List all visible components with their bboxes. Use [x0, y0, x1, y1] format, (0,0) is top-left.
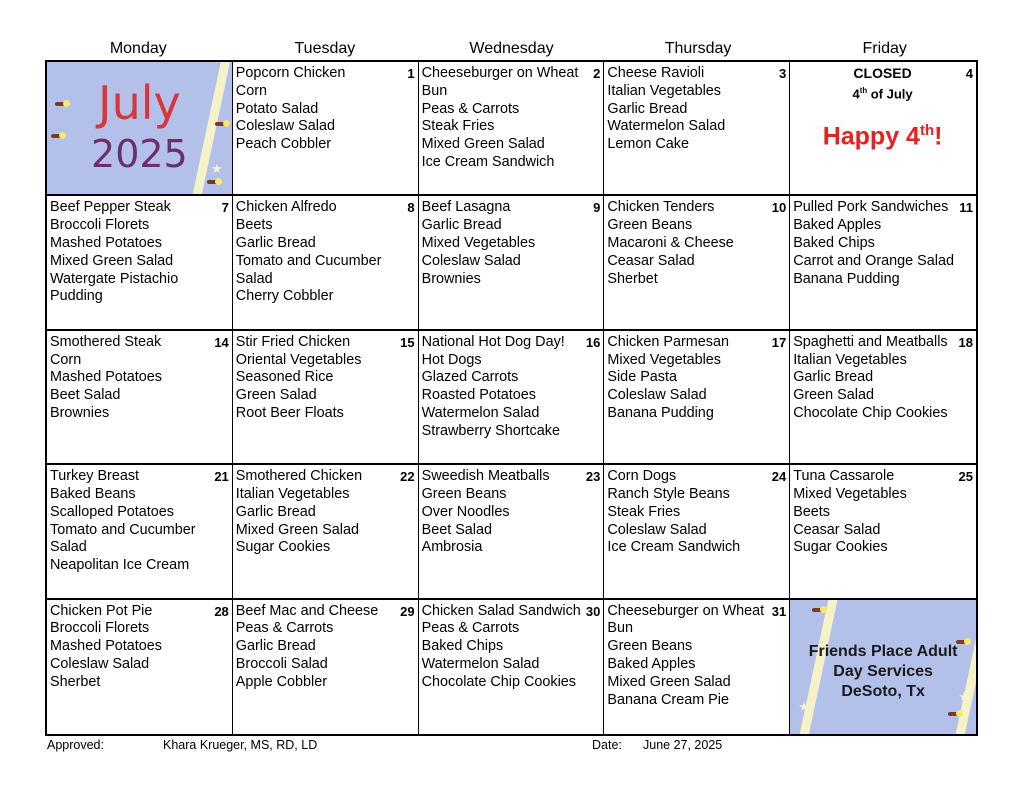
approved-label: Approved:	[47, 738, 104, 752]
menu-item: Cheese Ravioli	[607, 65, 705, 81]
menu-item: Coleslaw Salad	[607, 521, 707, 538]
menu-item: Ambrosia	[421, 539, 483, 556]
menu-item: Garlic Bread	[235, 503, 316, 520]
menu-item: Peas & Carrots	[421, 620, 520, 637]
menu-item: Spaghetti and Meatballs	[793, 333, 948, 350]
menu-item: Smothered Steak	[50, 333, 162, 350]
organization-banner	[790, 600, 976, 734]
menu-item: Baked Beans	[50, 485, 136, 502]
menu-item: Chocolate Chip Cookies	[421, 673, 576, 690]
holiday-notice: CLOSED 4th of July Happy 4th!	[793, 65, 972, 152]
menu-item: Chicken Tenders	[607, 199, 715, 216]
menu-item: Corn Dogs	[607, 468, 677, 485]
date-label: Date:	[592, 738, 622, 752]
menu-item: Beets	[793, 503, 830, 520]
menu-items	[236, 199, 414, 306]
menu-item: Sweedish Meatballs	[421, 468, 550, 485]
day-cell-17	[604, 331, 790, 465]
weekday-header	[45, 38, 978, 60]
menu-item: Over Noodles	[421, 503, 510, 520]
star-icon: ★	[211, 161, 223, 176]
menu-items	[793, 334, 972, 423]
day-number: 17	[771, 334, 787, 350]
menu-item: Corn	[235, 82, 267, 99]
star-icon: ★	[798, 698, 810, 714]
menu-items	[422, 334, 600, 441]
menu-items	[50, 334, 228, 423]
menu-item: Mashed Potatoes	[50, 234, 162, 251]
menu-item: Green Beans	[421, 485, 507, 502]
day-header-friday: Friday	[862, 40, 907, 57]
month-banner	[47, 62, 233, 196]
menu-item: Pulled Pork Sandwiches	[793, 199, 949, 216]
menu-item: Strawberry Shortcake	[421, 422, 560, 439]
day-cell-22	[233, 465, 419, 599]
day-number: 14	[214, 334, 229, 350]
menu-item: Chocolate Chip Cookies	[793, 404, 948, 421]
menu-item: Watermelon Salad	[421, 655, 540, 672]
menu-item: Side Pasta	[607, 369, 677, 386]
day-cell-29	[233, 600, 419, 734]
menu-item: Peas & Carrots	[421, 100, 520, 117]
menu-item: Garlic Bread	[607, 100, 688, 117]
menu-item: Beef Pepper Steak	[50, 199, 171, 216]
menu-item: Ranch Style Beans	[607, 485, 730, 502]
menu-item: Chicken Salad Sandwich	[421, 602, 581, 619]
menu-item: Stir Fried Chicken	[235, 333, 351, 350]
menu-item: Baked Apples	[607, 655, 696, 672]
menu-item: Sherbet	[607, 270, 658, 287]
day-number: 8	[407, 200, 415, 216]
menu-item: Roasted Potatoes	[421, 387, 536, 404]
menu-items	[607, 603, 785, 710]
menu-items	[236, 334, 414, 423]
day-cell-21	[47, 465, 233, 599]
menu-items	[422, 199, 600, 288]
menu-item: Beet Salad	[50, 387, 121, 404]
menu-calendar-grid	[45, 60, 978, 736]
menu-items	[50, 468, 228, 575]
menu-item: Banana Pudding	[607, 404, 714, 421]
menu-item: Neapolitan Ice Cream	[50, 557, 190, 574]
menu-item: Steak Fries	[421, 118, 495, 135]
menu-item: Salad	[50, 539, 87, 556]
day-number: 18	[958, 334, 973, 350]
day-cell-11	[790, 196, 976, 330]
firefly-icon	[207, 180, 217, 184]
menu-item: Cheeseburger on Wheat	[421, 65, 579, 81]
day-number: 21	[214, 469, 229, 485]
menu-item: Ice Cream Sandwich	[607, 539, 741, 556]
day-number: 2	[593, 66, 601, 81]
banner-month: July	[98, 76, 181, 130]
menu-item: Mixed Green Salad	[50, 252, 174, 269]
day-number: 10	[771, 200, 787, 216]
menu-item: Apple Cobbler	[235, 673, 327, 690]
menu-item: Sugar Cookies	[793, 539, 888, 556]
menu-item: Mixed Green Salad	[235, 521, 359, 538]
menu-item: Chicken Pot Pie	[50, 602, 153, 619]
day-number: 7	[221, 200, 229, 216]
day-cell-1	[233, 62, 419, 196]
day-cell-15	[233, 331, 419, 465]
menu-item: Steak Fries	[607, 503, 681, 520]
day-number: 24	[771, 469, 787, 485]
day-cell-14	[47, 331, 233, 465]
day-number: 4	[965, 66, 973, 81]
day-cell-25	[790, 465, 976, 599]
menu-item: Pudding	[50, 288, 103, 305]
menu-item: Chicken Alfredo	[235, 199, 337, 216]
menu-item: Green Beans	[607, 638, 693, 655]
day-number: 25	[958, 469, 973, 485]
menu-item: Beet Salad	[421, 521, 493, 538]
menu-item: Oriental Vegetables	[235, 351, 362, 368]
menu-item: Tuna Cassarole	[793, 468, 895, 485]
menu-item: Smothered Chicken	[235, 468, 363, 485]
menu-item: Baked Chips	[793, 234, 875, 251]
organization-name: Friends Place Adult Day Services DeSoto, Tx	[808, 642, 958, 700]
menu-item: Popcorn Chicken	[235, 65, 346, 81]
menu-item: Sugar Cookies	[235, 539, 331, 556]
menu-item: Bun	[421, 82, 448, 99]
menu-item: Watermelon Salad	[421, 404, 540, 421]
menu-item: Peach Cobbler	[235, 136, 331, 153]
menu-item: Cheeseburger on Wheat	[607, 602, 765, 619]
day-cell-10	[604, 196, 790, 330]
menu-item: Chicken Parmesan	[607, 333, 729, 350]
day-header-tuesday: Tuesday	[294, 40, 356, 57]
menu-item: Mixed Vegetables	[421, 234, 536, 251]
menu-item: Mashed Potatoes	[50, 369, 162, 386]
menu-item: Italian Vegetables	[793, 351, 907, 368]
menu-item: Watergate Pistachio	[50, 270, 179, 287]
menu-item: Glazed Carrots	[421, 369, 519, 386]
menu-item: Ceasar Salad	[607, 252, 695, 269]
day-cell-9	[419, 196, 605, 330]
menu-items	[607, 65, 785, 154]
menu-item: Mixed Green Salad	[607, 673, 731, 690]
menu-item: Garlic Bread	[235, 638, 316, 655]
day-number: 3	[778, 66, 787, 81]
menu-item: Green Beans	[607, 217, 693, 234]
menu-item: Coleslaw Salad	[421, 252, 521, 269]
menu-item: Tomato and Cucumber	[50, 521, 196, 538]
menu-item: Beef Lasagna	[421, 199, 511, 216]
menu-item: Macaroni & Cheese	[607, 234, 734, 251]
banner-year: 2025	[91, 132, 188, 176]
menu-items	[793, 199, 972, 288]
menu-item: Ceasar Salad	[793, 521, 881, 538]
menu-item: Mixed Green Salad	[421, 136, 545, 153]
menu-items	[236, 468, 414, 557]
menu-item: Mashed Potatoes	[50, 638, 162, 655]
holiday-greeting: Happy 4th!	[822, 122, 943, 151]
menu-item: Broccoli Salad	[235, 655, 328, 672]
menu-item: Cherry Cobbler	[235, 288, 334, 305]
menu-item: Banana Pudding	[793, 270, 900, 287]
day-number: 29	[400, 603, 415, 619]
menu-items	[793, 468, 972, 557]
menu-items	[607, 199, 785, 288]
menu-items	[50, 603, 228, 692]
day-cell-3	[604, 62, 790, 196]
approval-date: June 27, 2025	[643, 738, 723, 752]
menu-item: Potato Salad	[235, 100, 319, 117]
menu-item: Italian Vegetables	[607, 82, 722, 99]
menu-item: Coleslaw Salad	[235, 118, 335, 135]
menu-item: Corn	[50, 351, 82, 368]
menu-items	[50, 199, 228, 306]
menu-item: Brownies	[421, 270, 481, 287]
menu-item: Mixed Vegetables	[793, 485, 907, 502]
day-number: 9	[593, 200, 601, 216]
day-cell-18	[790, 331, 976, 465]
menu-item: Mixed Vegetables	[607, 351, 721, 368]
menu-item: Green Salad	[793, 387, 874, 404]
day-header-thursday: Thursday	[664, 40, 732, 57]
menu-item: Beef Mac and Cheese	[235, 602, 379, 619]
day-header-wednesday: Wednesday	[469, 40, 554, 57]
menu-items	[422, 65, 600, 172]
day-cell-7	[47, 196, 233, 330]
menu-item: Garlic Bread	[421, 217, 502, 234]
menu-item: Green Salad	[235, 387, 317, 404]
menu-item: Garlic Bread	[235, 234, 316, 251]
menu-item: Ice Cream Sandwich	[421, 153, 555, 170]
menu-item: Coleslaw Salad	[607, 387, 707, 404]
menu-item: Broccoli Florets	[50, 620, 150, 637]
menu-item: Carrot and Orange Salad	[793, 252, 954, 269]
menu-item: Bun	[607, 620, 633, 637]
menu-item: Peas & Carrots	[235, 620, 334, 637]
approver-name: Khara Krueger, MS, RD, LD	[163, 738, 318, 752]
day-number: 28	[214, 603, 229, 619]
day-number: 30	[585, 603, 601, 619]
day-header-monday: Monday	[109, 40, 167, 57]
day-cell-31	[604, 600, 790, 734]
menu-item: Lemon Cake	[607, 136, 689, 153]
menu-item: Italian Vegetables	[235, 485, 350, 502]
menu-item: Beets	[235, 217, 273, 234]
menu-item: Sherbet	[50, 673, 101, 690]
firefly-icon	[948, 712, 958, 716]
menu-item: Broccoli Florets	[50, 217, 150, 234]
menu-item: Hot Dogs	[421, 351, 482, 368]
day-cell-4	[790, 62, 976, 196]
day-number: 31	[771, 603, 787, 619]
day-cell-16	[419, 331, 605, 465]
star-icon: ★	[958, 688, 970, 704]
day-cell-24	[604, 465, 790, 599]
menu-item: Brownies	[50, 404, 110, 421]
day-cell-30	[419, 600, 605, 734]
menu-item: Salad	[235, 270, 273, 287]
menu-item: Coleslaw Salad	[50, 655, 150, 672]
firefly-icon	[812, 608, 822, 612]
menu-item: Baked Chips	[421, 638, 504, 655]
day-number: 23	[585, 469, 601, 485]
day-number: 15	[400, 334, 415, 350]
day-number: 11	[959, 200, 973, 216]
day-number: 22	[400, 469, 415, 485]
menu-item: Turkey Breast	[50, 468, 140, 485]
day-cell-28	[47, 600, 233, 734]
menu-items	[236, 603, 414, 692]
menu-items	[236, 65, 414, 154]
menu-item: Scalloped Potatoes	[50, 503, 175, 520]
day-cell-23	[419, 465, 605, 599]
menu-item: Root Beer Floats	[235, 404, 344, 421]
day-number: 16	[585, 334, 601, 350]
menu-item: Banana Cream Pie	[607, 691, 729, 708]
menu-items	[607, 334, 785, 423]
day-number: 1	[407, 66, 415, 81]
day-cell-2	[419, 62, 605, 196]
menu-items	[422, 603, 600, 692]
menu-item: Garlic Bread	[793, 369, 874, 386]
menu-item: Seasoned Rice	[235, 369, 334, 386]
menu-items	[422, 468, 600, 557]
day-cell-8	[233, 196, 419, 330]
menu-item: Tomato and Cucumber	[235, 252, 382, 269]
menu-items	[607, 468, 785, 557]
menu-item: Baked Apples	[793, 217, 882, 234]
menu-item: National Hot Dog Day!	[421, 333, 565, 350]
menu-item: Watermelon Salad	[607, 118, 726, 135]
